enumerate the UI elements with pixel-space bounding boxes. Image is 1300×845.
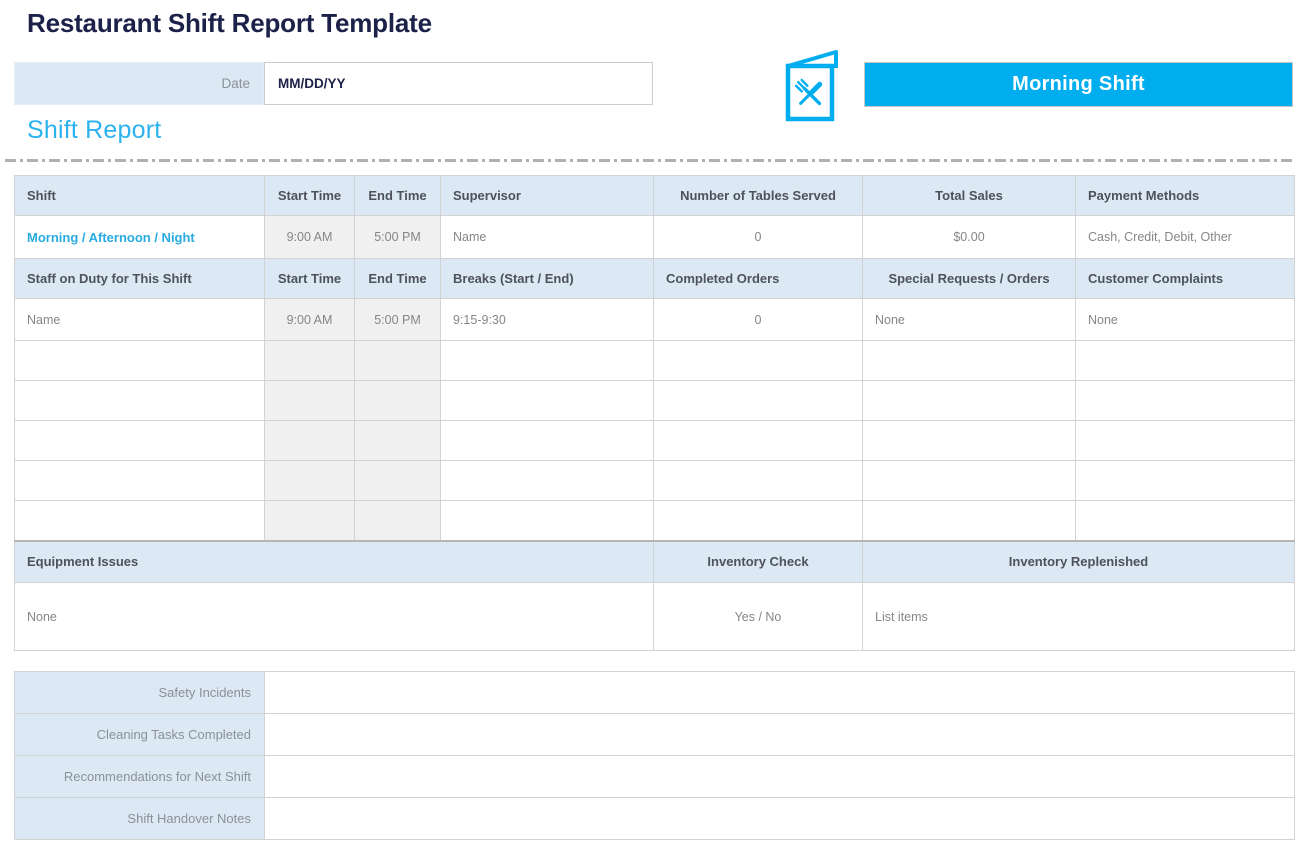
empty-cell[interactable] [441,501,654,541]
empty-cell[interactable] [265,501,355,541]
empty-cell[interactable] [654,381,863,421]
shift-report-table [14,175,1295,651]
notes-row [15,756,1295,798]
notes-label-safety-incidents: Safety Incidents [15,672,265,714]
staff-end-time-cell[interactable]: 5:00 PM [355,299,441,341]
staff-name-cell[interactable]: Name [15,299,265,341]
empty-cell[interactable] [265,461,355,501]
empty-cell[interactable] [15,461,265,501]
notes-label-handover-notes: Shift Handover Notes [15,798,265,840]
empty-cell[interactable] [654,421,863,461]
col-header-special-requests: Special Requests / Orders [863,259,1076,299]
staff-breaks-cell[interactable]: 9:15-9:30 [441,299,654,341]
empty-cell[interactable] [355,421,441,461]
header-row-shift [15,176,1295,216]
empty-staff-row [15,501,1295,541]
col-header-total-sales: Total Sales [863,176,1076,216]
header-row-staff [15,259,1295,299]
empty-staff-row [15,381,1295,421]
col-header-supervisor: Supervisor [441,176,654,216]
empty-cell[interactable] [654,461,863,501]
empty-cell[interactable] [654,501,863,541]
col-header-staff-end-time: End Time [355,259,441,299]
empty-cell[interactable] [355,381,441,421]
total-sales-cell[interactable]: $0.00 [863,216,1076,259]
shift-type-cell[interactable]: Morning / Afternoon / Night [15,216,265,259]
col-header-staff-on-duty: Staff on Duty for This Shift [15,259,265,299]
restaurant-menu-icon [780,47,844,125]
empty-cell[interactable] [15,421,265,461]
payment-methods-cell[interactable]: Cash, Credit, Debit, Other [1076,216,1295,259]
empty-cell[interactable] [355,341,441,381]
shift-data-row [15,216,1295,259]
empty-cell[interactable] [1076,341,1295,381]
notes-input-recommendations[interactable] [265,756,1295,798]
empty-cell[interactable] [355,461,441,501]
col-header-end-time: End Time [355,176,441,216]
notes-input-cleaning-tasks[interactable] [265,714,1295,756]
staff-completed-orders-cell[interactable]: 0 [654,299,863,341]
notes-input-safety-incidents[interactable] [265,672,1295,714]
col-header-tables-served: Number of Tables Served [654,176,863,216]
date-field-row [14,62,653,105]
empty-cell[interactable] [15,341,265,381]
empty-cell[interactable] [863,501,1076,541]
col-header-start-time: Start Time [265,176,355,216]
tables-served-cell[interactable]: 0 [654,216,863,259]
empty-cell[interactable] [863,341,1076,381]
notes-row [15,798,1295,840]
section-heading: Shift Report [27,116,162,144]
notes-table [14,671,1295,840]
notes-row [15,714,1295,756]
staff-data-row [15,299,1295,341]
col-header-breaks: Breaks (Start / End) [441,259,654,299]
notes-input-handover-notes[interactable] [265,798,1295,840]
staff-complaints-cell[interactable]: None [1076,299,1295,341]
shift-start-time-cell[interactable]: 9:00 AM [265,216,355,259]
notes-label-recommendations: Recommendations for Next Shift [15,756,265,798]
empty-cell[interactable] [863,461,1076,501]
equipment-issues-cell[interactable]: None [15,583,654,651]
empty-cell[interactable] [654,341,863,381]
empty-cell[interactable] [355,501,441,541]
shift-banner[interactable]: Morning Shift [864,62,1293,107]
empty-cell[interactable] [863,421,1076,461]
col-header-inventory-replenished: Inventory Replenished [863,541,1295,583]
empty-cell[interactable] [1076,501,1295,541]
notes-row [15,672,1295,714]
empty-cell[interactable] [441,381,654,421]
empty-staff-row [15,341,1295,381]
equipment-data-row [15,583,1295,651]
supervisor-cell[interactable]: Name [441,216,654,259]
inventory-replenished-cell[interactable]: List items [863,583,1295,651]
col-header-payment-methods: Payment Methods [1076,176,1295,216]
dashed-divider [5,159,1296,162]
empty-cell[interactable] [265,341,355,381]
empty-cell[interactable] [863,381,1076,421]
col-header-staff-start-time: Start Time [265,259,355,299]
empty-cell[interactable] [441,421,654,461]
empty-cell[interactable] [1076,421,1295,461]
empty-cell[interactable] [15,501,265,541]
empty-cell[interactable] [265,381,355,421]
empty-cell[interactable] [265,421,355,461]
equipment-header-row [15,541,1295,583]
col-header-completed-orders: Completed Orders [654,259,863,299]
col-header-customer-complaints: Customer Complaints [1076,259,1295,299]
empty-cell[interactable] [15,381,265,421]
staff-start-time-cell[interactable]: 9:00 AM [265,299,355,341]
col-header-shift: Shift [15,176,265,216]
empty-staff-row [15,461,1295,501]
empty-cell[interactable] [441,341,654,381]
notes-label-cleaning-tasks: Cleaning Tasks Completed [15,714,265,756]
col-header-equipment-issues: Equipment Issues [15,541,654,583]
empty-staff-row [15,421,1295,461]
empty-cell[interactable] [1076,461,1295,501]
date-label: Date [14,62,264,105]
page-title: Restaurant Shift Report Template [27,8,432,38]
staff-special-requests-cell[interactable]: None [863,299,1076,341]
inventory-check-cell[interactable]: Yes / No [654,583,863,651]
empty-cell[interactable] [441,461,654,501]
empty-cell[interactable] [1076,381,1295,421]
shift-end-time-cell[interactable]: 5:00 PM [355,216,441,259]
date-input[interactable]: MM/DD/YY [264,62,653,105]
col-header-inventory-check: Inventory Check [654,541,863,583]
